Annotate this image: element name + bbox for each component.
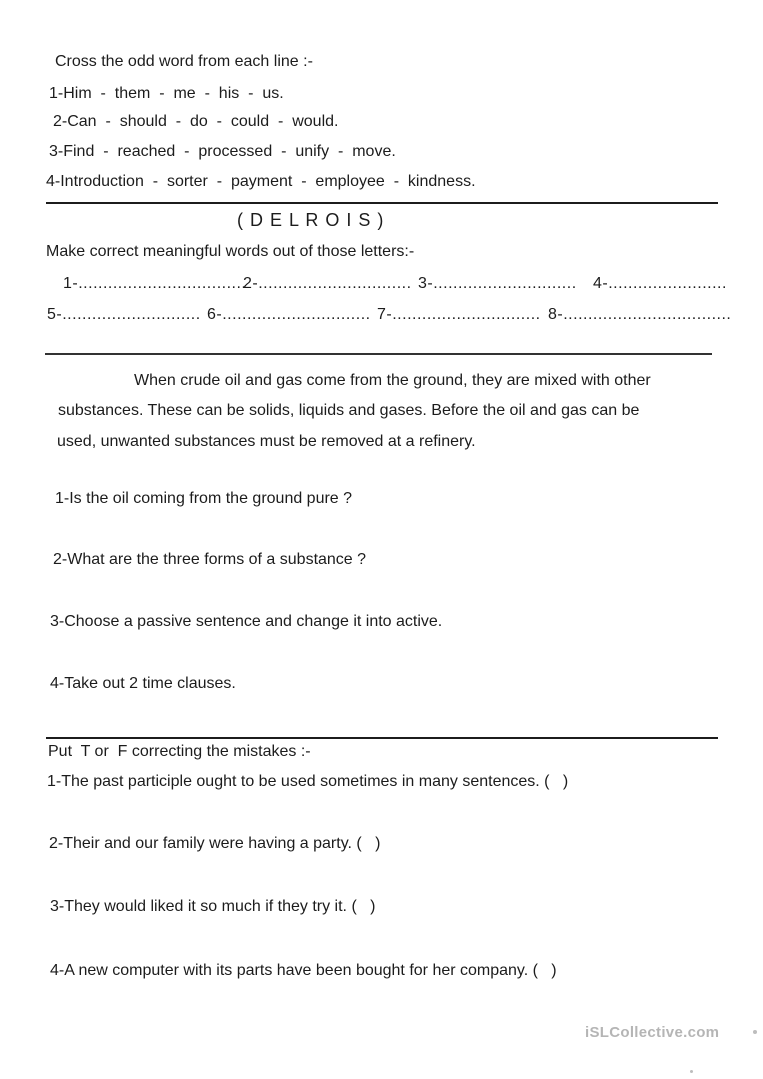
word-blank-3: 3-............................. [418,275,577,292]
tf-statement-1: 1-The past participle ought to be used sometimes in many sentences. ( ) [47,773,569,790]
section-divider-bottom [46,737,718,739]
reading-paragraph-line-2: substances. These can be solids, liquids and gases. Before the oil and gas can be [58,402,640,419]
make-words-instruction: Make correct meaningful words out of those letters:- [46,243,415,260]
question-2: 2-What are the three forms of a substance ? [53,551,367,568]
word-blank-1: 1-.................................. [63,275,247,292]
odd-word-line-2: 2-Can - should - do - could - would. [53,113,339,130]
tf-statement-4: 4-A new computer with its parts have been bought for her company. ( ) [50,962,557,979]
watermark-dot [690,1070,693,1073]
question-1: 1-Is the oil coming from the ground pure ? [55,490,353,507]
reading-paragraph-line-3: used, unwanted substances must be removed at a refinery. [57,433,476,450]
word-blank-6: 6-.............................. [207,306,371,323]
odd-word-line-4: 4-Introduction - sorter - payment - employee - kindness. [46,173,476,190]
odd-word-heading: Cross the odd word from each line :- [55,53,313,70]
tf-statement-2: 2-Their and our family were having a party. ( ) [49,835,381,852]
word-blank-5: 5-............................ [47,306,201,323]
word-blank-8: 8-.................................. [548,306,732,323]
letters-title: ( D E L R O I S ) [237,210,385,230]
word-blank-2: 2-............................... [243,275,412,292]
question-3: 3-Choose a passive sentence and change it into active. [50,613,443,630]
section-divider-top [46,202,718,204]
tf-statement-3: 3-They would liked it so much if they try it. ( ) [50,898,376,915]
watermark-dot [753,1030,757,1034]
reading-paragraph-line-1: When crude oil and gas come from the ground, they are mixed with other [134,372,651,389]
word-blank-4: 4-........................ [593,275,727,292]
underscore-divider [45,353,712,355]
odd-word-line-1: 1-Him - them - me - his - us. [49,85,284,102]
odd-word-line-3: 3-Find - reached - processed - unify - move. [49,143,396,160]
islcollective-watermark: iSLCollective.com [585,1024,720,1041]
question-4: 4-Take out 2 time clauses. [50,675,236,692]
word-blank-7: 7-.............................. [377,306,541,323]
true-false-heading: Put T or F correcting the mistakes :- [48,743,311,760]
